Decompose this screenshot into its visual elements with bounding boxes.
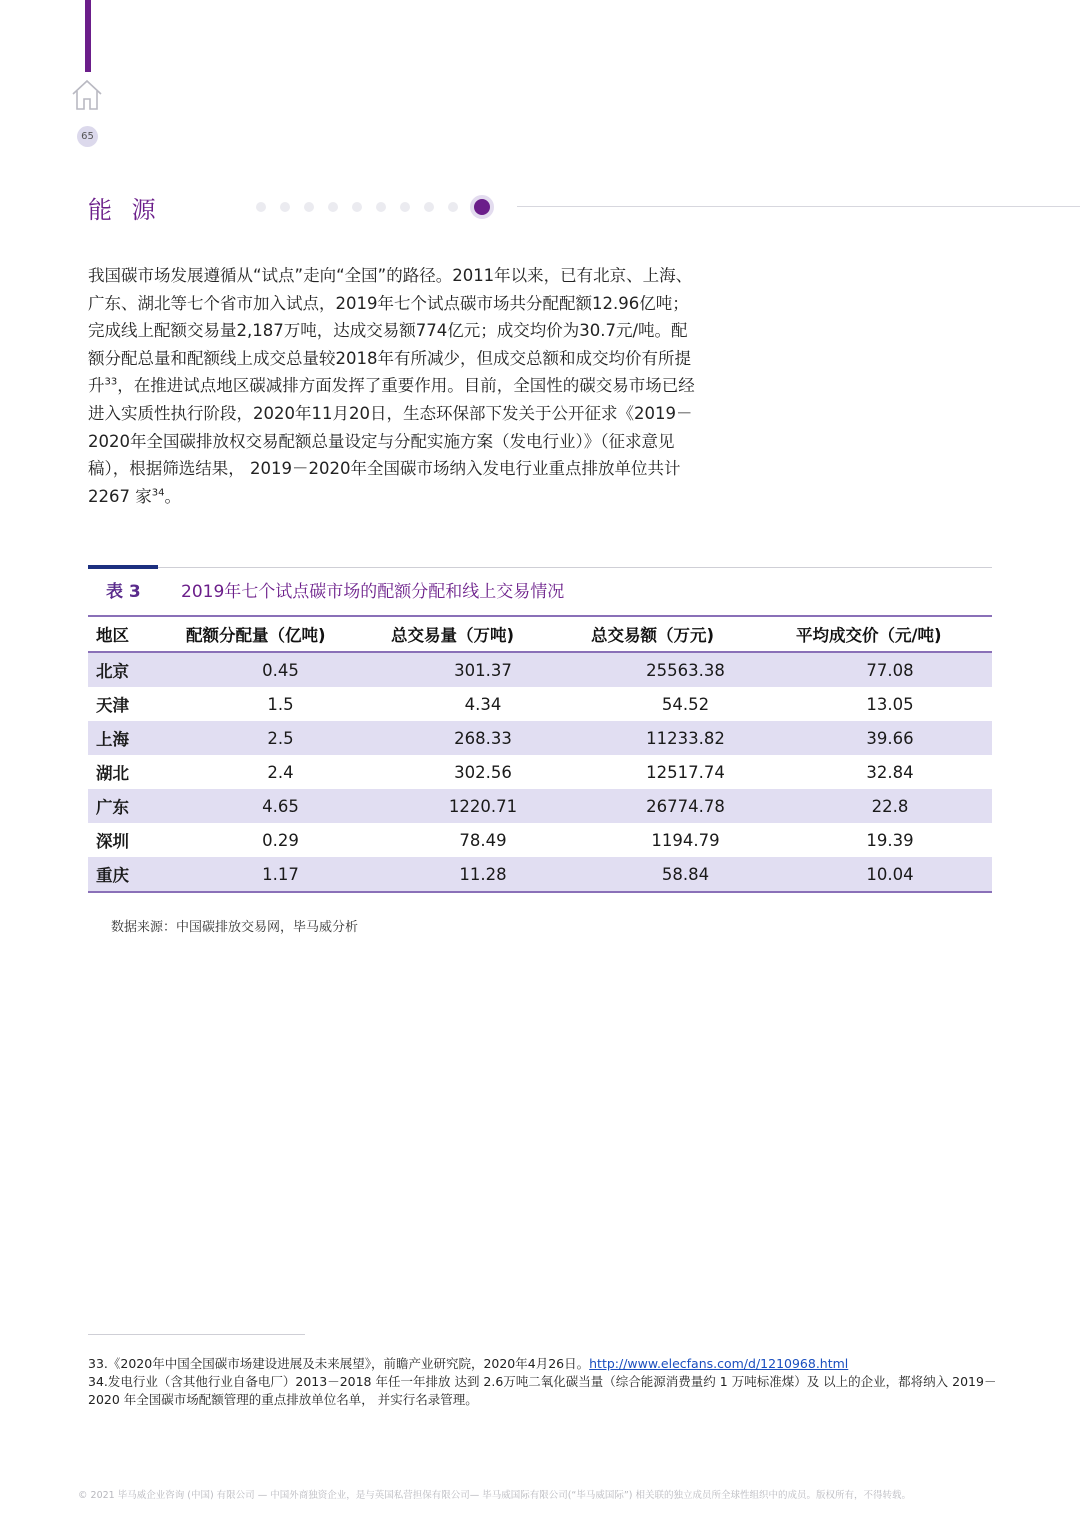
- table-cell: 0.29: [262, 830, 299, 850]
- copyright-notice: © 2021 毕马威企业咨询 (中国) 有限公司 — 中国外商独资企业，是与英国私营担保有限公司— 毕马威国际有限公司(“毕马威国际”) 相关联的独立成员所全球性组织中的成员。版权所有，不得转载。: [78, 1490, 912, 1501]
- column-header: 总交易量（万吨): [383, 616, 583, 652]
- table-cell: 10.04: [788, 857, 992, 892]
- table-cell: 上海: [88, 721, 178, 755]
- progress-dot: [376, 202, 386, 212]
- data-table: [88, 615, 992, 893]
- footnote-rule: [88, 1334, 305, 1335]
- table-source: 数据来源：中国碳排放交易网，毕马威分析: [111, 920, 359, 935]
- accent-bar: [85, 0, 91, 72]
- table-cell: 32.84: [866, 762, 914, 782]
- table-cell: 58.84: [583, 857, 788, 892]
- progress-dot: [400, 202, 410, 212]
- table-cell: 268.33: [383, 721, 583, 755]
- progress-dot: [352, 202, 362, 212]
- table-cell: 301.37: [383, 652, 583, 687]
- progress-dot: [448, 202, 458, 212]
- column-header: 地区: [88, 616, 178, 652]
- progress-dot: [328, 202, 338, 212]
- home-icon[interactable]: [70, 78, 104, 112]
- table-cell: 39.66: [788, 721, 992, 755]
- table-cell: 25563.38: [583, 652, 788, 687]
- column-header: 总交易额（万元): [583, 616, 788, 652]
- table-row: [88, 755, 992, 789]
- table-cell: 0.45: [178, 652, 383, 687]
- table-cell: 1.5: [267, 694, 294, 714]
- intro-text: ，在推进试点地区碳减排方面发挥了重要作用。目前，全国性的碳交易市场已经进入实质性执行阶段，2020年11月20日，生态环保部下发关于公开征求《2019－2020年全国碳排放权交易配额总量设定与分配实施方案（发电行业）》（征求意见稿），根据筛选结果， 2019－2020年全国碳市场纳入发电行业重点排放单位共计 2267 家: [88, 376, 695, 506]
- progress-dot: [424, 202, 434, 212]
- table-header-row: [88, 616, 992, 652]
- table-cell: 302.56: [454, 762, 512, 782]
- table-caption: 2019年七个试点碳市场的配额分配和线上交易情况: [181, 582, 565, 602]
- table-label: 表 3: [106, 582, 141, 602]
- table-cell: 54.52: [661, 694, 710, 714]
- footnote-ref: 33: [104, 376, 118, 388]
- table-row: [88, 857, 992, 892]
- divider: [517, 206, 1080, 207]
- progress-dot: [304, 202, 314, 212]
- table-cell: 深圳: [96, 832, 129, 851]
- table-cell: 22.8: [788, 789, 992, 823]
- intro-paragraph: [88, 262, 698, 510]
- table-cell: 26774.78: [583, 789, 788, 823]
- table-cell: 4.34: [464, 694, 502, 714]
- table-top-rule: [158, 567, 992, 568]
- table-row: [88, 823, 992, 857]
- table-cell: 78.49: [459, 830, 507, 850]
- footnotes: [88, 1355, 998, 1409]
- page-number: 65: [77, 126, 98, 147]
- intro-text: 我国碳市场发展遵循从“试点”走向“全国”的路径。2011年以来，已有北京、上海、广东、湖北等七个省市加入试点，2019年七个试点碳市场共分配配额12.96亿吨；完成线上配额交易量2,187万吨，达成交易额774亿元；成交均价为30.7元/吨。配额分配总量和配额线上成交总量较2018年有所减少，但成交总额和成交均价有所提升: [88, 266, 693, 396]
- table-cell: 4.65: [178, 789, 383, 823]
- progress-dot-active: [470, 195, 494, 219]
- table-cell: 19.39: [866, 830, 914, 850]
- table-row: [88, 652, 992, 687]
- footnote-text: 33.《2020年中国全国碳市场建设进展及未来展望》，前瞻产业研究院，2020年4月26日。: [88, 1356, 590, 1371]
- table-accent-bar: [88, 565, 158, 569]
- table-cell: 2.5: [178, 721, 383, 755]
- footnote-ref: 34: [151, 487, 165, 499]
- column-header: 平均成交价（元/吨): [788, 616, 992, 652]
- column-header: 配额分配量（亿吨): [178, 616, 383, 652]
- table-cell: 77.08: [788, 652, 992, 687]
- table-cell: 北京: [88, 652, 178, 687]
- table-row: [88, 789, 992, 823]
- footnote-34: 34.发电行业（含其他行业自备电厂）2013－2018 年任一年排放 达到 2.6万吨二氧化碳当量（综合能源消费量约 1 万吨标准煤）及 以上的企业，都将纳入 2019－2020 年全国碳市场配额管理的重点排放单位名单， 并实行名录管理。: [88, 1374, 997, 1407]
- table-cell: 2.4: [267, 762, 294, 782]
- table-cell: 11233.82: [583, 721, 788, 755]
- table-cell: 湖北: [96, 764, 129, 783]
- section-progress: [256, 197, 508, 217]
- table-cell: 1220.71: [383, 789, 583, 823]
- table-row: [88, 721, 992, 755]
- table-cell: 1.17: [178, 857, 383, 892]
- progress-dot: [280, 202, 290, 212]
- section-title: 能 源: [88, 196, 162, 224]
- footnote-33: [88, 1355, 998, 1373]
- table-row: [88, 687, 992, 721]
- footnote-link[interactable]: http://www.elecfans.com/d/1210968.html: [589, 1356, 849, 1371]
- table-cell: 13.05: [866, 694, 914, 714]
- table-cell: 天津: [96, 696, 129, 715]
- table-cell: 1194.79: [651, 830, 720, 850]
- intro-text: 。: [164, 486, 181, 506]
- table-cell: 11.28: [383, 857, 583, 892]
- table-cell: 12517.74: [646, 762, 725, 782]
- table-cell: 重庆: [88, 857, 178, 892]
- table-cell: 广东: [88, 789, 178, 823]
- progress-dot: [256, 202, 266, 212]
